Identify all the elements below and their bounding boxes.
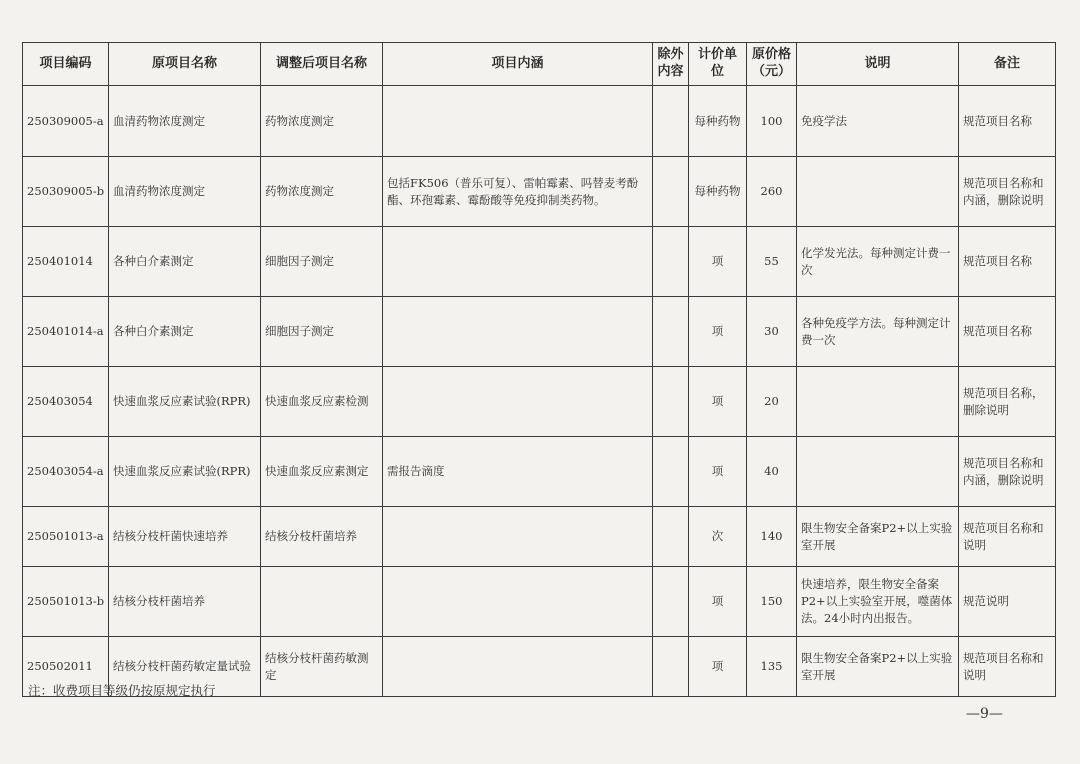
cell-adjusted-name: 细胞因子测定 xyxy=(261,227,383,297)
cell-original-name: 各种白介素测定 xyxy=(109,227,261,297)
table-row xyxy=(23,367,1056,437)
cell-content xyxy=(383,507,653,567)
cell-code: 250501013-a xyxy=(23,507,109,567)
footnote: 注：收费项目等级仍按原规定执行 xyxy=(28,683,216,698)
cell-code: 250501013-b xyxy=(23,567,109,637)
page-number: —9— xyxy=(966,706,1003,722)
cell-remark: 规范项目名称和内涵，删除说明 xyxy=(959,437,1056,507)
cell-original-name: 结核分枝杆菌快速培养 xyxy=(109,507,261,567)
cell-price: 40 xyxy=(747,437,797,507)
cell-adjusted-name: 结核分枝杆菌培养 xyxy=(261,507,383,567)
header-unit: 计价单 位 xyxy=(689,43,747,86)
cell-description: 限生物安全备案P2+以上实验室开展 xyxy=(797,637,959,697)
cell-description xyxy=(797,157,959,227)
cell-adjusted-name: 细胞因子测定 xyxy=(261,297,383,367)
header-price: 原价格 （元） xyxy=(747,43,797,86)
header-original-name: 原项目名称 xyxy=(109,43,261,86)
cell-price: 30 xyxy=(747,297,797,367)
cell-code: 250309005-b xyxy=(23,157,109,227)
cell-original-name: 结核分枝杆菌培养 xyxy=(109,567,261,637)
cell-original-name: 结核分枝杆菌药敏定量试验 xyxy=(109,637,261,697)
cell-excluded xyxy=(653,437,689,507)
header-description: 说明 xyxy=(797,43,959,86)
cell-excluded xyxy=(653,567,689,637)
cell-adjusted-name: 结核分枝杆菌药敏测定 xyxy=(261,637,383,697)
cell-original-name: 快速血浆反应素试验(RPR) xyxy=(109,437,261,507)
table-row xyxy=(23,297,1056,367)
header-content: 项目内涵 xyxy=(383,43,653,86)
cell-unit: 每种药物 xyxy=(689,86,747,157)
cell-remark: 规范项目名称和内涵，删除说明 xyxy=(959,157,1056,227)
cell-original-name: 血清药物浓度测定 xyxy=(109,86,261,157)
cell-excluded xyxy=(653,157,689,227)
cell-excluded xyxy=(653,297,689,367)
cell-unit: 项 xyxy=(689,367,747,437)
cell-price: 20 xyxy=(747,367,797,437)
cell-remark: 规范项目名称和说明 xyxy=(959,507,1056,567)
table-row xyxy=(23,227,1056,297)
cell-unit: 项 xyxy=(689,297,747,367)
table-row xyxy=(23,507,1056,567)
cell-code: 250403054-a xyxy=(23,437,109,507)
cell-remark: 规范项目名称 xyxy=(959,297,1056,367)
cell-description: 化学发光法。每种测定计费一次 xyxy=(797,227,959,297)
cell-content xyxy=(383,367,653,437)
cell-price: 135 xyxy=(747,637,797,697)
cell-description: 免疫学法 xyxy=(797,86,959,157)
cell-excluded xyxy=(653,86,689,157)
cell-code: 250309005-a xyxy=(23,86,109,157)
cell-remark: 规范说明 xyxy=(959,567,1056,637)
table-row xyxy=(23,157,1056,227)
cell-price: 55 xyxy=(747,227,797,297)
cell-remark: 规范项目名称和说明 xyxy=(959,637,1056,697)
cell-price: 260 xyxy=(747,157,797,227)
cell-code: 250502011 xyxy=(23,637,109,697)
cell-unit: 项 xyxy=(689,637,747,697)
cell-price: 150 xyxy=(747,567,797,637)
fee-adjustment-table xyxy=(22,42,1056,697)
cell-content: 包括FK506（普乐可复）、雷帕霉素、吗替麦考酚酯、环孢霉素、霉酚酸等免疫抑制类药物。 xyxy=(383,157,653,227)
header-remark: 备注 xyxy=(959,43,1056,86)
cell-adjusted-name: 药物浓度测定 xyxy=(261,157,383,227)
cell-original-name: 血清药物浓度测定 xyxy=(109,157,261,227)
cell-price: 140 xyxy=(747,507,797,567)
cell-description: 限生物安全备案P2+以上实验室开展 xyxy=(797,507,959,567)
cell-code: 250403054 xyxy=(23,367,109,437)
cell-content xyxy=(383,297,653,367)
table-row xyxy=(23,437,1056,507)
table-row xyxy=(23,86,1056,157)
cell-excluded xyxy=(653,227,689,297)
cell-adjusted-name: 快速血浆反应素检测 xyxy=(261,367,383,437)
cell-remark: 规范项目名称 xyxy=(959,227,1056,297)
header-adjusted-name: 调整后项目名称 xyxy=(261,43,383,86)
cell-description: 各种免疫学方法。每种测定计费一次 xyxy=(797,297,959,367)
cell-unit: 项 xyxy=(689,567,747,637)
cell-description: 快速培养，限生物安全备案P2+以上实验室开展，噬菌体法。24小时内出报告。 xyxy=(797,567,959,637)
cell-adjusted-name xyxy=(261,567,383,637)
cell-excluded xyxy=(653,367,689,437)
cell-adjusted-name: 快速血浆反应素测定 xyxy=(261,437,383,507)
cell-code: 250401014-a xyxy=(23,297,109,367)
cell-adjusted-name: 药物浓度测定 xyxy=(261,86,383,157)
cell-code: 250401014 xyxy=(23,227,109,297)
cell-original-name: 快速血浆反应素试验(RPR) xyxy=(109,367,261,437)
cell-unit: 项 xyxy=(689,227,747,297)
cell-remark: 规范项目名称 xyxy=(959,86,1056,157)
cell-unit: 项 xyxy=(689,437,747,507)
cell-content xyxy=(383,637,653,697)
cell-unit: 次 xyxy=(689,507,747,567)
cell-content xyxy=(383,86,653,157)
table-row xyxy=(23,567,1056,637)
header-excluded: 除外 内容 xyxy=(653,43,689,86)
cell-description xyxy=(797,367,959,437)
cell-content: 需报告滴度 xyxy=(383,437,653,507)
cell-remark: 规范项目名称，删除说明 xyxy=(959,367,1056,437)
cell-price: 100 xyxy=(747,86,797,157)
cell-excluded xyxy=(653,507,689,567)
cell-content xyxy=(383,567,653,637)
cell-description xyxy=(797,437,959,507)
cell-excluded xyxy=(653,637,689,697)
cell-content xyxy=(383,227,653,297)
table-header-row xyxy=(23,43,1056,86)
cell-unit: 每种药物 xyxy=(689,157,747,227)
cell-original-name: 各种白介素测定 xyxy=(109,297,261,367)
header-code: 项目编码 xyxy=(23,43,109,86)
